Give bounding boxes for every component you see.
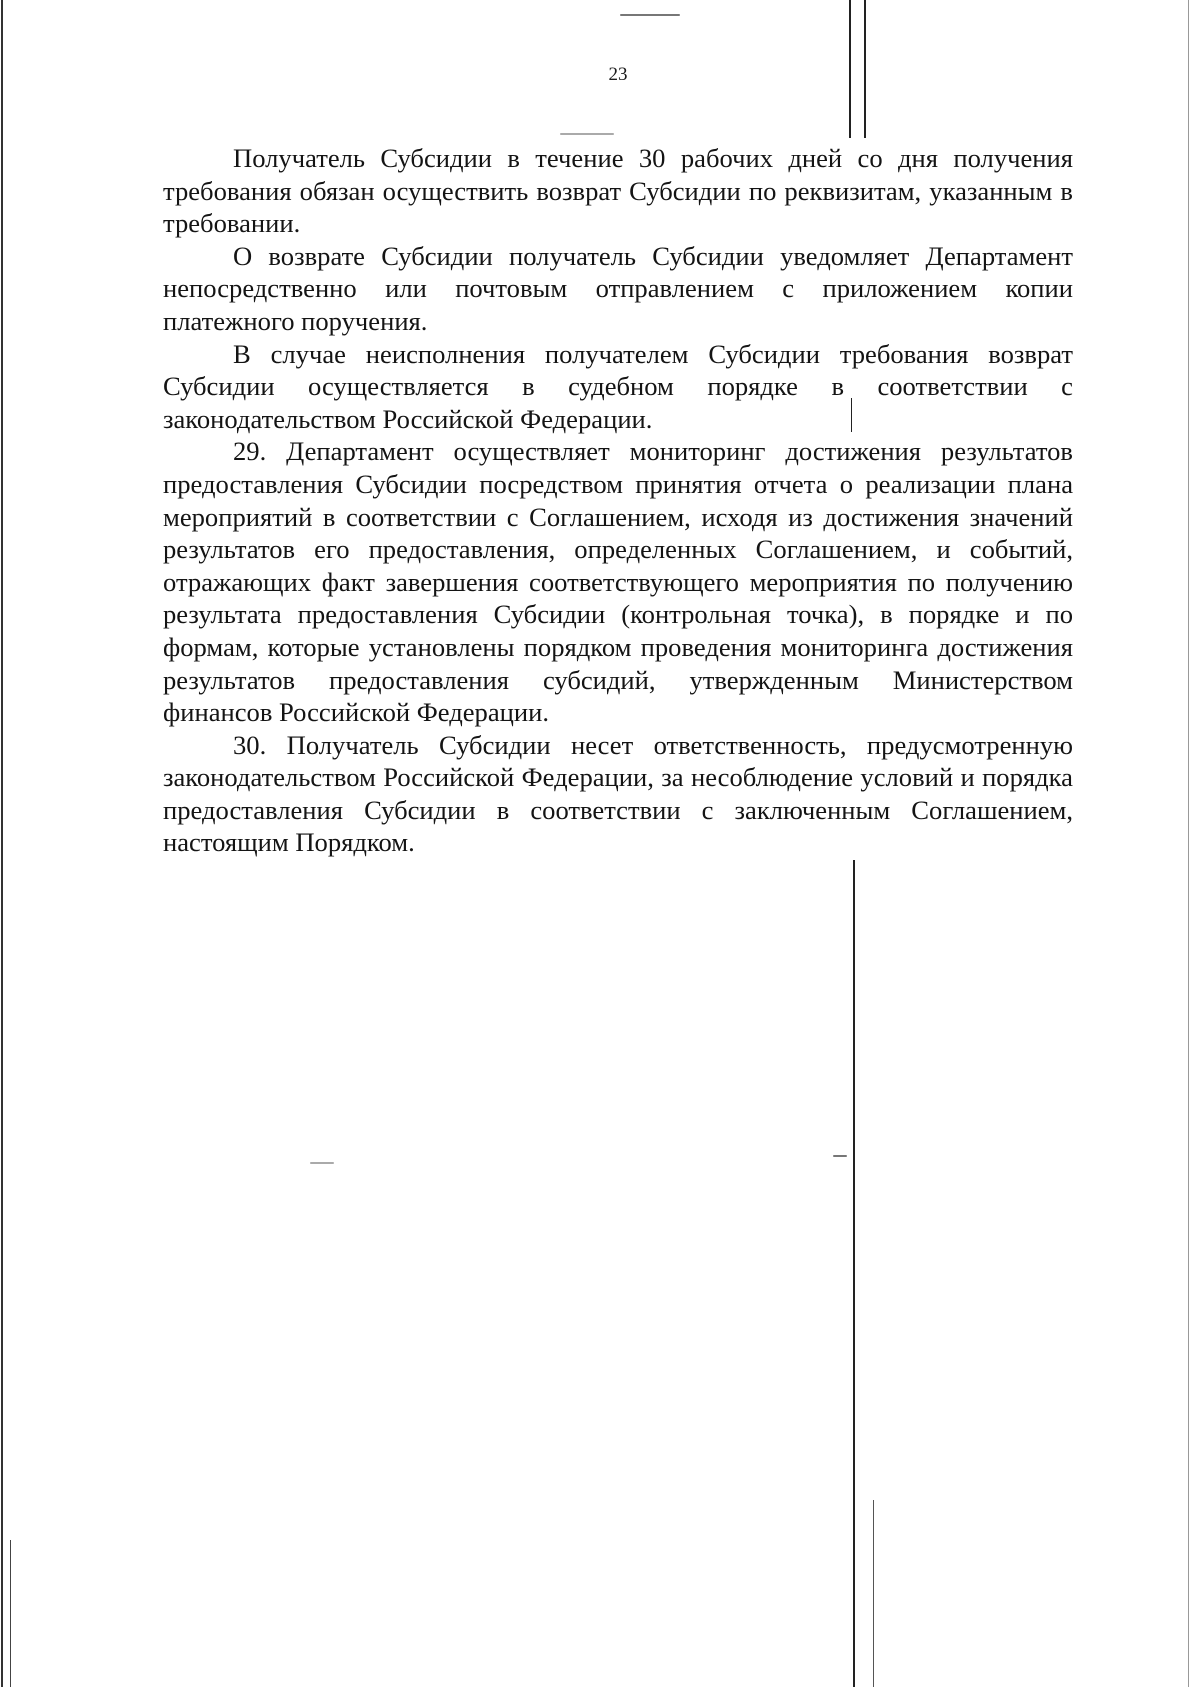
paragraph-29-monitoring: 29. Департамент осуществляет мониторинг достижения результатов предоставления Субсидии посредством принятия отчета о реализации плана мероприятий в соответствии с Соглашением, исходя из достижения значений результатов его предоставления, определенных Соглашением, и событий, отражающих факт завершения соответствующего мероприятия по получению результата предоставления Субсидии (контрольная точка), в порядке и по формам, которые установлены порядком проведения мониторинга достижения результатов предоставления субсидий, утвержденным Министерством финансов Российской Федерации.: [163, 436, 1073, 728]
document-body: [163, 142, 1073, 859]
scan-speck-2: [560, 133, 614, 135]
scan-speck-3: [310, 1162, 334, 1164]
scan-artifact-left-edge: [1, 0, 3, 1687]
paragraph-judicial-return: В случае неисполнения получателем Субсидии требования возврат Субсидии осуществляется в судебном порядке в соответствии с законодательством Российской Федерации.: [163, 338, 1073, 434]
scan-speck-4: [833, 1155, 847, 1157]
scan-artifact-bottom-rule-1: [853, 860, 855, 1687]
scan-artifact-right-edge: [1188, 0, 1189, 1687]
paragraph-return-notification: О возврате Субсидии получатель Субсидии уведомляет Департамент непосредственно или почтовым отправлением с приложением копии платежного поручения.: [163, 240, 1073, 336]
paragraph-return-deadline: Получатель Субсидии в течение 30 рабочих дней со дня получения требования обязан осуществить возврат Субсидии по реквизитам, указанным в требовании.: [163, 143, 1073, 239]
scan-speck-1: [620, 14, 680, 16]
scan-artifact-left-bottom: [10, 1540, 11, 1687]
scan-artifact-bottom-rule-2: [873, 1500, 874, 1687]
page-number: 23: [608, 64, 628, 85]
paragraph-30-responsibility: 30. Получатель Субсидии несет ответственность, предусмотренную законодательством Российской Федерации, за несоблюдение условий и порядка предоставления Субсидии в соответствии с заключенным Соглашением, настоящим Порядком.: [163, 729, 1073, 858]
